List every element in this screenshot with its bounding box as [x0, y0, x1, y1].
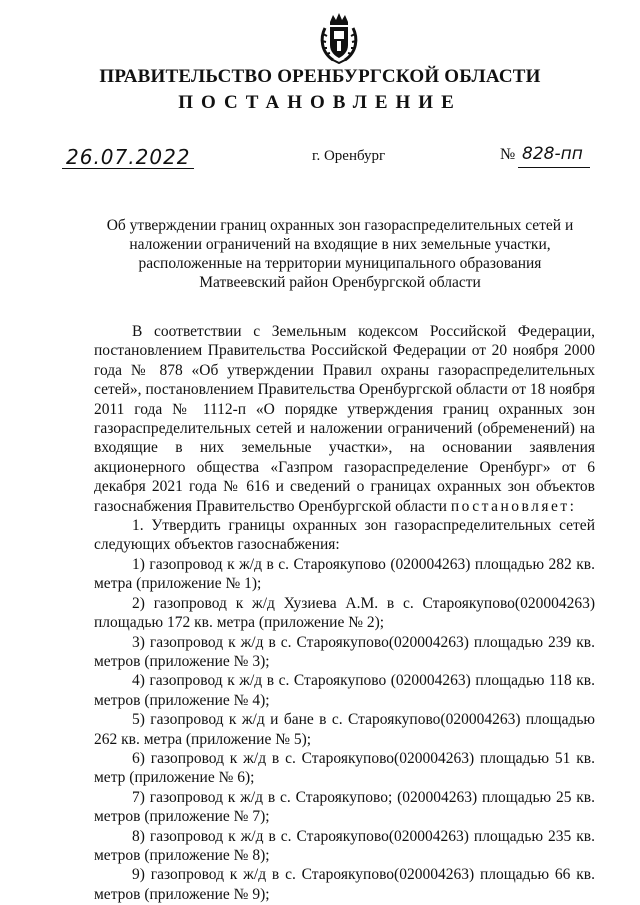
subject-line: наложении ограничений на входящие в них земельные участки, [129, 236, 551, 253]
subject-line: Об утверждении границ охранных зон газораспределительных сетей и [106, 217, 574, 234]
document-city: г. Оренбург [312, 148, 386, 164]
list-item: 4) газопровод к ж/д в с. Староякупово (020004263) площадью 118 кв. метров (приложение № 4); [94, 672, 595, 709]
list-item: 5) газопровод к ж/д и бане в с. Староякупово(020004263) площадью 262 кв. метра (приложение № 5); [94, 711, 595, 748]
list-item: 9) газопровод к ж/д в с. Староякупово(020004263) площадью 66 кв. метров (приложение № 9); [94, 866, 595, 903]
subject-line: Матвеевский район Оренбургской области [199, 274, 481, 291]
decree-word: постановляет: [450, 497, 577, 515]
subject-line: расположенные на территории муниципального образования [138, 255, 542, 272]
list-item: 2) газопровод к ж/д Хузиева А.М. в с. Староякупово(020004263) площадью 172 кв. метра (приложение № 2); [94, 594, 595, 632]
document-number: 828-пп [522, 144, 583, 164]
list-item: 8) газопровод к ж/д в с. Староякупово(020004263) площадью 235 кв. метров (приложение № 8); [94, 827, 595, 864]
list-item: 7) газопровод к ж/д в с. Староякупово; (020004263) площадью 25 кв. метров (приложение № 7); [94, 788, 595, 826]
clause-1: 1. Утвердить границы охранных зон газораспределительных сетей следующих объектов газоснабжения: [94, 517, 595, 554]
list-item: 3) газопровод к ж/д в с. Староякупово(020004263) площадью 239 кв. метров (приложение № 3); [94, 633, 595, 670]
document-subject [60, 216, 620, 292]
organization-title: ПРАВИТЕЛЬСТВО ОРЕНБУРГСКОЙ ОБЛАСТИ [99, 66, 541, 87]
coat-of-arms-icon [319, 12, 359, 64]
preamble-text: В соответствии с Земельным кодексом Российской Федерации, постановлением Правительства Российской Федерации от 20 ноября 2000 года № 878 «Об утверждении Правил охраны газораспределительных сетей», постановлением Правительства Оренбургской области от 18 ноября 2011 года № 1112-п «О порядке утверждения границ охранных зон газораспределительных сетей и наложении ограничений (обременений) на входящие в них земельные участки», на основании заявления акционерного общества «Газпром газораспределение Оренбург» от 6 декабря 2021 года № 616 и сведений о границах охранных зон объектов газоснабжения Правительство Оренбургской области [94, 323, 595, 515]
preamble-paragraph [94, 322, 595, 516]
document-type: ПОСТАНОВЛЕНИЕ [178, 92, 462, 113]
list-item: 1) газопровод к ж/д в с. Староякупово (020004263) площадью 282 кв. метра (приложение № 1); [94, 555, 595, 593]
number-label: № [500, 146, 516, 163]
date-underline [62, 168, 194, 169]
list-item: 6) газопровод к ж/д в с. Староякупово(020004263) площадью 51 кв. метр (приложение № 6); [94, 749, 595, 787]
number-underline [518, 167, 590, 168]
document-date: 26.07.2022 [66, 145, 191, 169]
document-body [94, 322, 595, 904]
